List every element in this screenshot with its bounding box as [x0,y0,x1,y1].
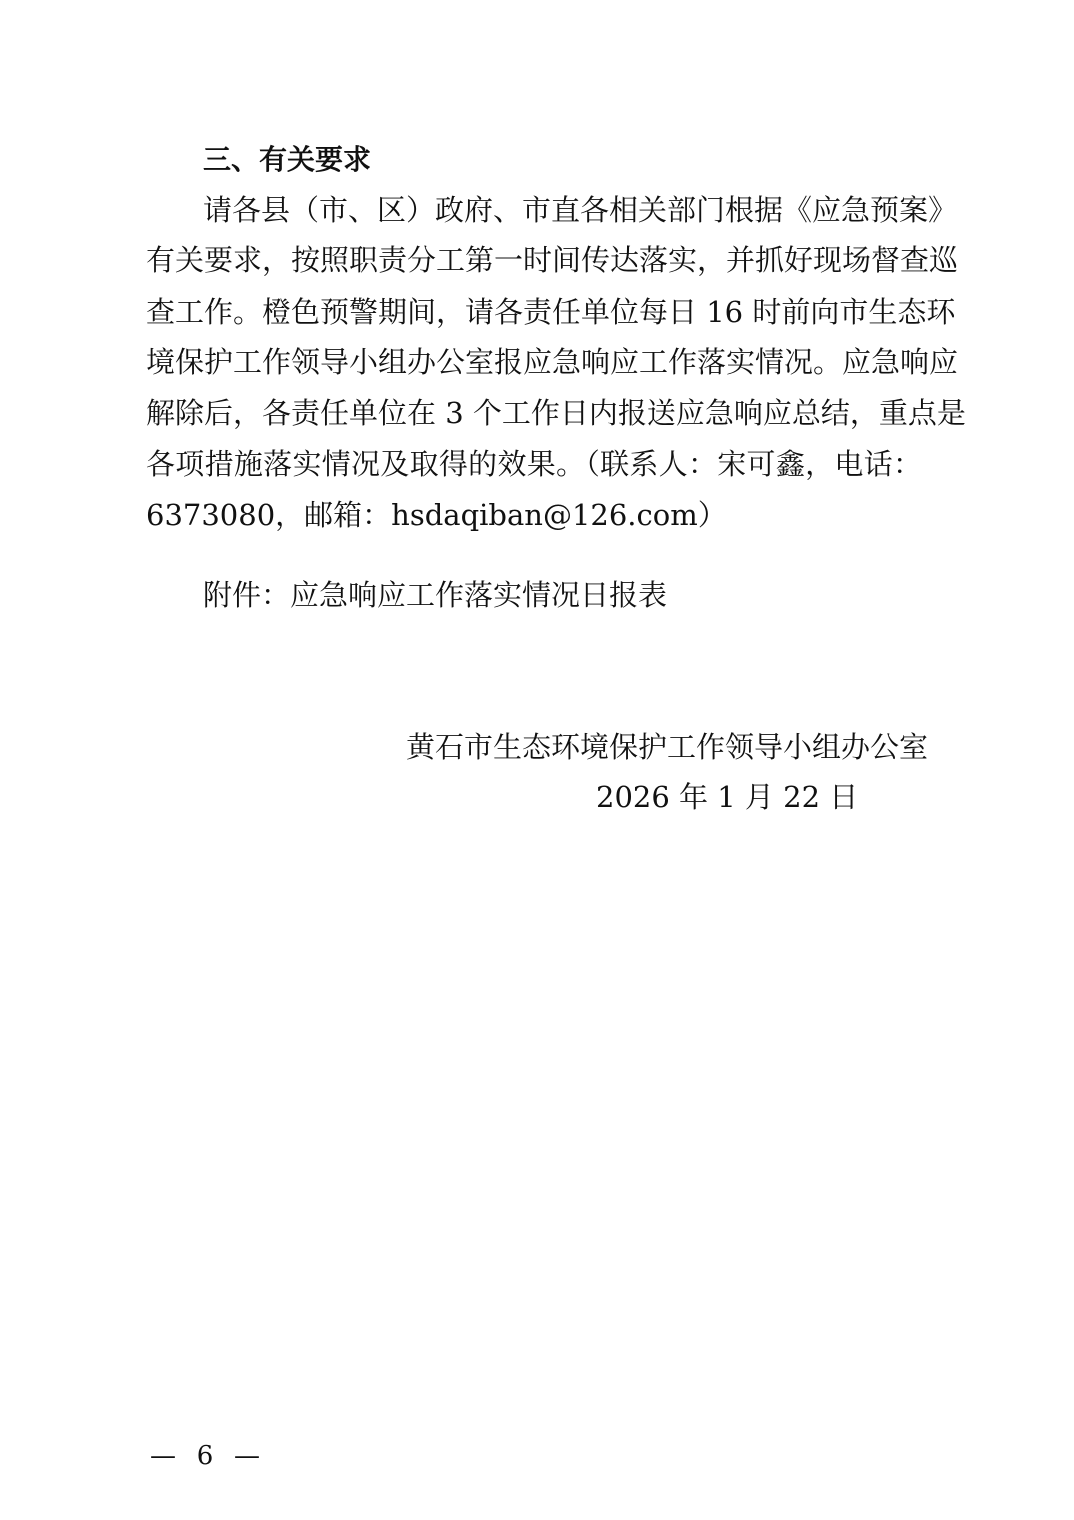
paragraph-line-7: 6373080，邮箱：hsdaqiban@126.com） [146,498,727,532]
footer-dash-left: — [150,1441,176,1471]
signature-organization: 黄石市生态环境保护工作领导小组办公室 [406,730,929,764]
page-footer [148,1438,262,1474]
section-heading: 三、有关要求 [203,143,372,176]
paragraph-line-5: 解除后，各责任单位在 3 个工作日内报送应急响应总结，重点是 [146,396,966,430]
paragraph-line-3: 查工作。橙色预警期间，请各责任单位每日 16 时前向市生态环 [146,295,956,329]
paragraph-line-4: 境保护工作领导小组办公室报应急响应工作落实情况。应急响应 [146,345,959,379]
signature-date: 2026 年 1 月 22 日 [596,780,859,814]
paragraph-line-6: 各项措施落实情况及取得的效果。（联系人：宋可鑫，电话： [146,447,922,481]
footer-dash-right: — [234,1441,260,1471]
attachment-note: 附件：应急响应工作落实情况日报表 [203,578,668,612]
paragraph-line-1: 请各县（市、区）政府、市直各相关部门根据《应急预案》 [203,193,958,227]
page-number: 6 [196,1441,214,1471]
paragraph-line-2: 有关要求，按照职责分工第一时间传达落实，并抓好现场督查巡 [146,243,959,277]
